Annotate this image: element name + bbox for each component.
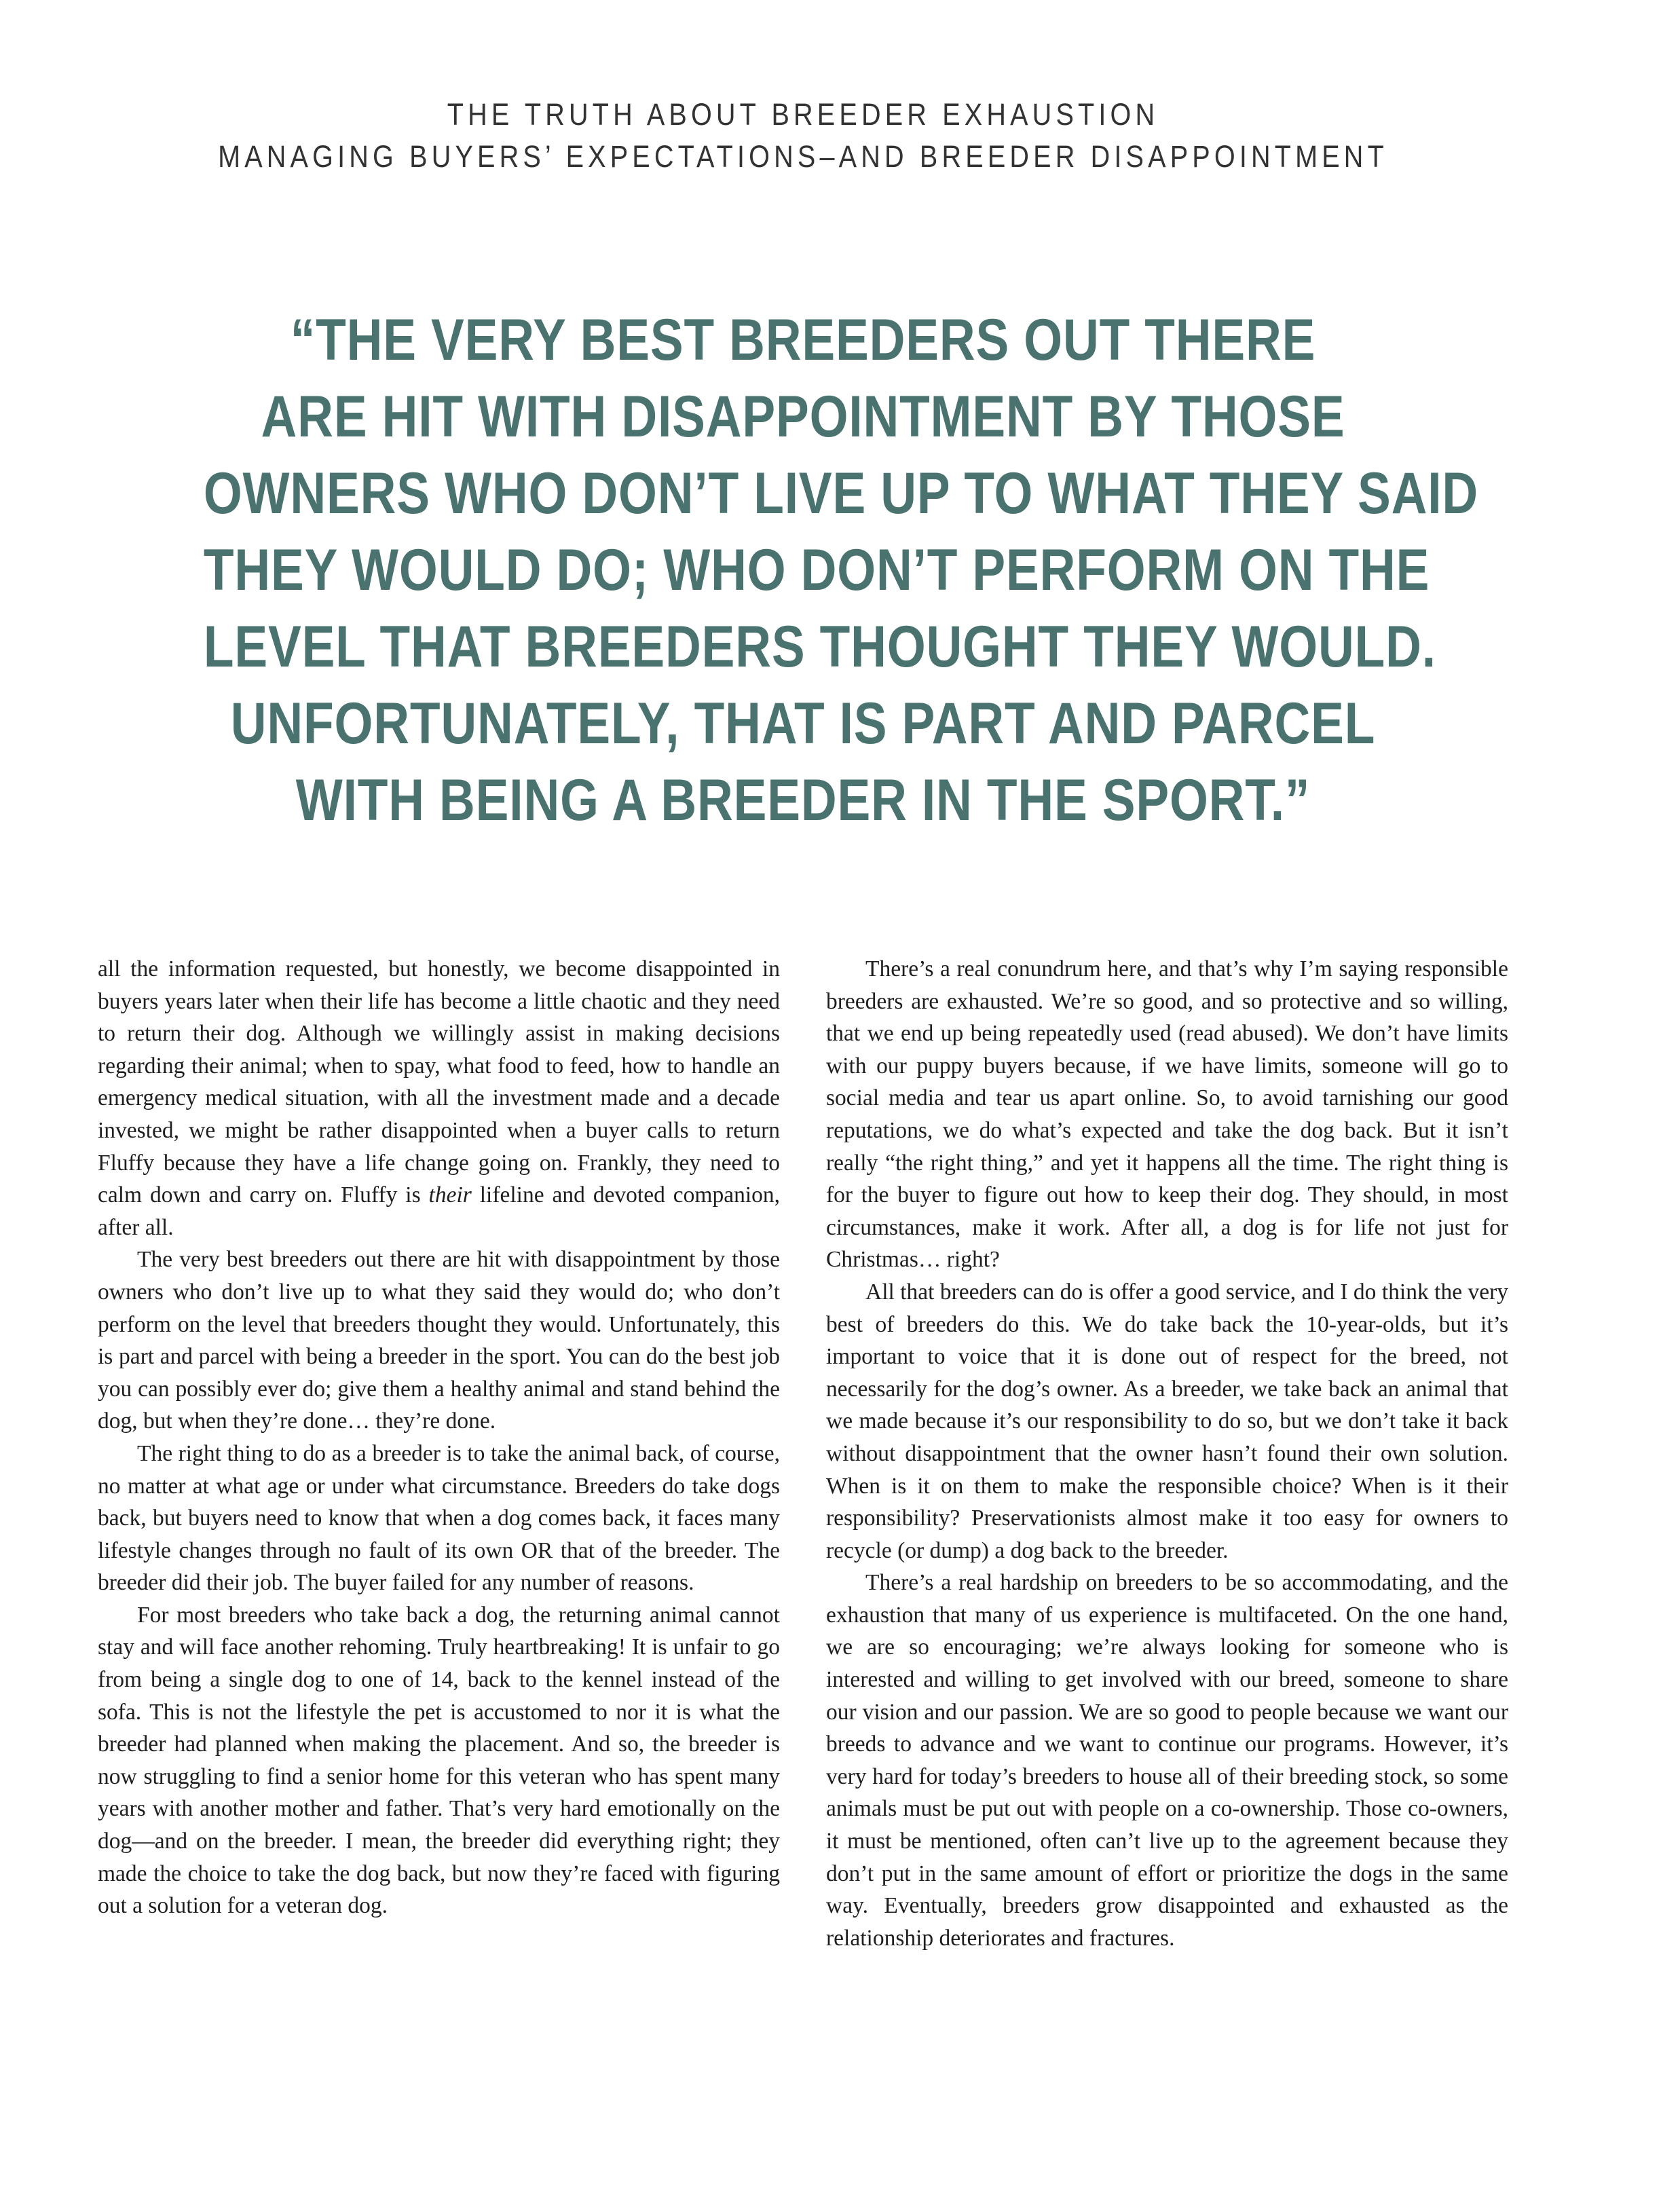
right-column	[826, 953, 1508, 1954]
article-subtitle: MANAGING BUYERS’ EXPECTATIONS–AND BREEDER DISAPPOINTMENT	[218, 139, 1388, 174]
article-body	[98, 953, 1508, 1954]
pull-quote-line: ARE HIT WITH DISAPPOINTMENT BY THOSE	[261, 384, 1345, 449]
pull-quote	[98, 302, 1508, 839]
paragraph	[98, 953, 780, 1243]
article-header	[98, 0, 1508, 178]
paragraph: The right thing to do as a breeder is to take the animal back, of course, no matter at what age or under what circumstance. Breeders do take dogs back, but buyers need to know that when a dog comes back, it faces many lifestyle changes through no fault of its own OR that of the breeder. The breeder did their job. The buyer failed for any number of reasons.	[98, 1440, 780, 1596]
paragraph: There’s a real hardship on breeders to be so accommodating, and the exhaustion that many of us experience is multifaceted. On the one hand, we are so encouraging; we’re always looking for someone who is interested and willing to get involved with our breed, someone to share our vision and our passion. We are so good to people because we want our breeds to advance and we want to continue our programs. However, it’s very hard for today’s breeders to house all of their breeding stock, so some animals must be put out with people on a co-ownership. Those co-owners, it must be mentioned, often can’t live up to the agreement because they don’t put in the same amount of effort or prioritize the dogs in the same way. Eventually, breeders grow disappointed and exhausted as the relationship deteriorates and fractures.	[826, 1570, 1508, 1951]
pull-quote-line: OWNERS WHO DON’T LIVE UP TO WHAT THEY SAID	[203, 461, 1479, 526]
paragraph: For most breeders who take back a dog, the returning animal cannot stay and will face another rehoming. Truly heartbreaking! It is unfair to go from being a single dog to one of 14, back to the kennel instead of the sofa. This is not the lifestyle the pet is accustomed to nor it is what the breeder had planned when making the placement. And so, the breeder is now struggling to find a senior home for this veteran who has spent many years with another mother and father. That’s very hard emotionally on the dog—and on the breeder. I mean, the breeder did everything right; they made the choice to take the dog back, but now they’re faced with figuring out a solution for a veteran dog.	[98, 1602, 780, 1919]
left-column	[98, 953, 780, 1954]
pull-quote-line: “THE VERY BEST BREEDERS OUT THERE	[290, 307, 1316, 373]
pull-quote-line: THEY WOULD DO; WHO DON’T PERFORM ON THE	[203, 538, 1430, 603]
pull-quote-line: LEVEL THAT BREEDERS THOUGHT THEY WOULD.	[203, 614, 1436, 679]
paragraph-text: lifeline and devoted companion, after all.	[98, 1182, 781, 1240]
italic-word: their	[428, 1182, 472, 1208]
pull-quote-line: WITH BEING A BREEDER IN THE SPORT.”	[295, 768, 1311, 833]
pull-quote-line: UNFORTUNATELY, THAT IS PART AND PARCEL	[230, 691, 1376, 756]
paragraph-text: all the information requested, but honestly, we become disappointed in buyers years later when their life has become a little chaotic and they need to return their dog. Although we willingly assist in making decisions regarding their animal; when to spay, what food to feed, how to handle an emergency medical situation, with all the investment made and a decade invested, we might be rather disappointed when a buyer calls to return Fluffy because they have a life change going on. Frankly, they need to calm down and carry on. Fluffy is	[98, 956, 780, 1208]
paragraph: The very best breeders out there are hit with disappointment by those owners who don’t live up to what they said they would do; who don’t perform on the level that breeders thought they would. Unfortunately, this is part and parcel with being a breeder in the sport. You can do the best job you can possibly ever do; give them a healthy animal and stand behind the dog, but when they’re done… they’re done.	[98, 1247, 780, 1434]
paragraph: All that breeders can do is offer a good service, and I do think the very best of breeders do this. We do take back the 10-year-olds, but it’s important to voice that it is done out of respect for the breed, not necessarily for the dog’s owner. As a breeder, we take back an animal that we made because it’s our responsibility to do so, but we don’t take it back without disappointment that the owner hasn’t found their own solution. When is it on them to make the responsible choice? When is it their responsibility? Preservationists almost make it too easy for owners to recycle (or dump) a dog back to the breeder.	[826, 1279, 1508, 1563]
paragraph: There’s a real conundrum here, and that’s why I’m saying responsible breeders are exhausted. We’re so good, and so protective and so willing, that we end up being repeatedly used (read abused). We don’t have limits with our puppy buyers because, if we have limits, someone will go to social media and tear us apart online. So, to avoid tarnishing our good reputations, we do what’s expected and take the dog back. But it isn’t really “the right thing,” and yet it happens all the time. The right thing is for the buyer to figure out how to keep their dog. They should, in most circumstances, make it work. After all, a dog is for life not just for Christmas… right?	[826, 956, 1508, 1273]
article-title: THE TRUTH ABOUT BREEDER EXHAUSTION	[447, 97, 1159, 132]
